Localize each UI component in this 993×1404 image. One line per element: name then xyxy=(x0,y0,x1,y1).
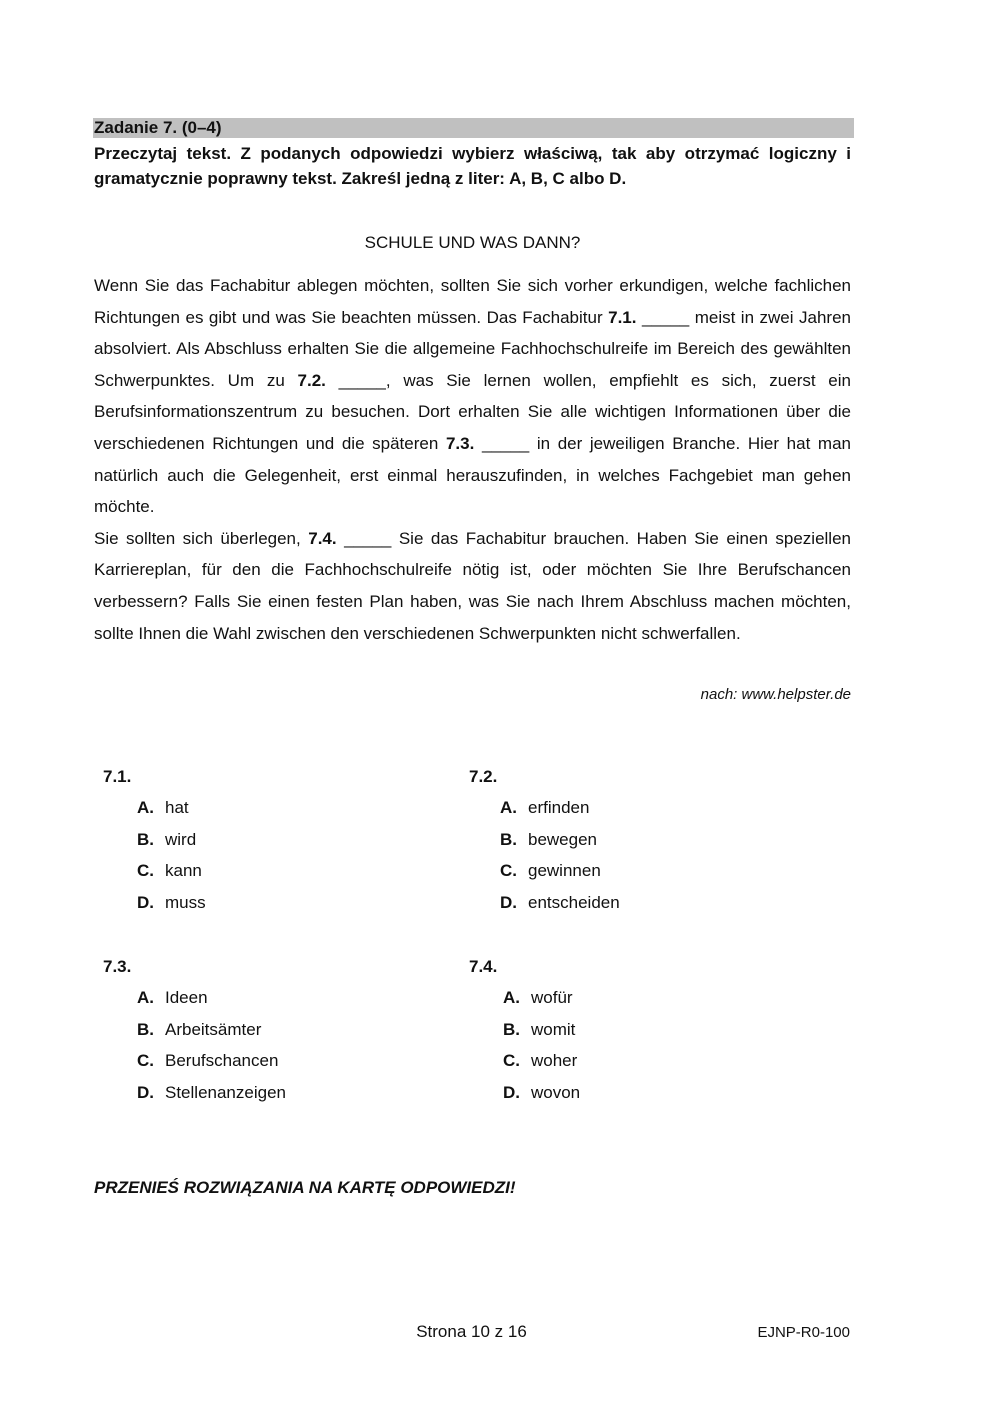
option-a[interactable]: A. erfinden xyxy=(500,798,590,817)
option-d[interactable]: D. entscheiden xyxy=(500,893,620,913)
paragraph-1: Wenn Sie das Fachabitur ablegen möchten, sollten Sie sich vorher erkundigen, welche fachlichen Richtungen es gibt und was Sie beachten müssen. Das Fachabitur 7.1. _____ meist in zwei Jahren absolviert. Als Abschluss erhalten Sie die allgemeine Fachhochschulreife im Bereich des gewählten Schwerpunktes. Um zu 7.2. _____, was Sie lernen wollen, empfiehlt es sich, zuerst ein Berufsinformationszentrum zu besuchen. Dort erhalten Sie alle wichtigen Informationen über die verschiedenen Richtungen und die späteren 7.3. _____ in der jeweiligen Branche. Hier hat man natürlich auch die Gelegenheit, erst einmal herauszufinden, in welches Fachgebiet man gehen möchte. xyxy=(94,276,852,517)
question-7-4 xyxy=(469,956,580,1109)
option-d[interactable]: D. Stellenanzeigen xyxy=(137,1083,286,1103)
option-d[interactable]: D. muss xyxy=(137,893,206,913)
question-number: 7.3. xyxy=(103,957,132,976)
option-b[interactable]: B. womit xyxy=(503,1019,576,1039)
gap-7-3-label: 7.3. xyxy=(445,433,475,453)
option-d[interactable]: D. wovon xyxy=(503,1083,581,1103)
paragraph-2: Sie sollten sich überlegen, 7.4. _____ Sie das Fachabitur brauchen. Haben Sie einen speziellen Karriereplan, für den die Fachhochschulreife nötig ist, oder möchten Sie Ihre Berufschancen verbessern? Falls Sie einen festen Plan haben, was Sie nach Ihrem Abschluss machen möchten, sollte Ihnen die Wahl zwischen den verschiedenen Schwerpunkten nicht schwerfallen. xyxy=(94,528,851,643)
option-c[interactable]: C. Berufschancen xyxy=(137,1051,279,1071)
reading-text xyxy=(94,270,851,649)
text-source: nach: www.helpster.de xyxy=(700,686,851,703)
question-number: 7.2. xyxy=(469,767,498,786)
question-7-2 xyxy=(469,766,620,919)
gap-7-1-label: 7.1. xyxy=(608,307,637,327)
exam-code: EJNP-R0-100 xyxy=(757,1324,850,1341)
option-c[interactable]: C. kann xyxy=(137,861,202,881)
gap-7-2-label: 7.2. xyxy=(297,370,326,390)
question-7-3 xyxy=(103,956,286,1109)
page-number: Strona 10 z 16 xyxy=(416,1322,527,1341)
question-7-1 xyxy=(103,766,206,919)
text-title: SCHULE UND WAS DANN? xyxy=(364,233,581,252)
task-header: Zadanie 7. (0–4) xyxy=(93,118,854,138)
option-c[interactable]: C. woher xyxy=(503,1051,578,1071)
option-b[interactable]: B. bewegen xyxy=(500,829,598,849)
option-c[interactable]: C. gewinnen xyxy=(500,861,601,881)
option-b[interactable]: B. Arbeitsämter xyxy=(137,1019,262,1039)
question-number: 7.4. xyxy=(469,957,498,976)
option-a[interactable]: A. wofür xyxy=(503,988,573,1007)
option-b[interactable]: B. wird xyxy=(137,829,197,849)
option-a[interactable]: A. hat xyxy=(137,798,189,817)
gap-7-4-label: 7.4. xyxy=(308,528,337,548)
question-number: 7.1. xyxy=(103,767,132,786)
transfer-answers-note: PRZENIEŚ ROZWIĄZANIA NA KARTĘ ODPOWIEDZI! xyxy=(94,1178,516,1197)
task-instruction: Przeczytaj tekst. Z podanych odpowiedzi wybierz właściwą, tak aby otrzymać logiczny i gramatycznie poprawny tekst. Zakreśl jedną z liter: A, B, C albo D. xyxy=(94,144,851,188)
option-a[interactable]: A. Ideen xyxy=(137,988,208,1007)
